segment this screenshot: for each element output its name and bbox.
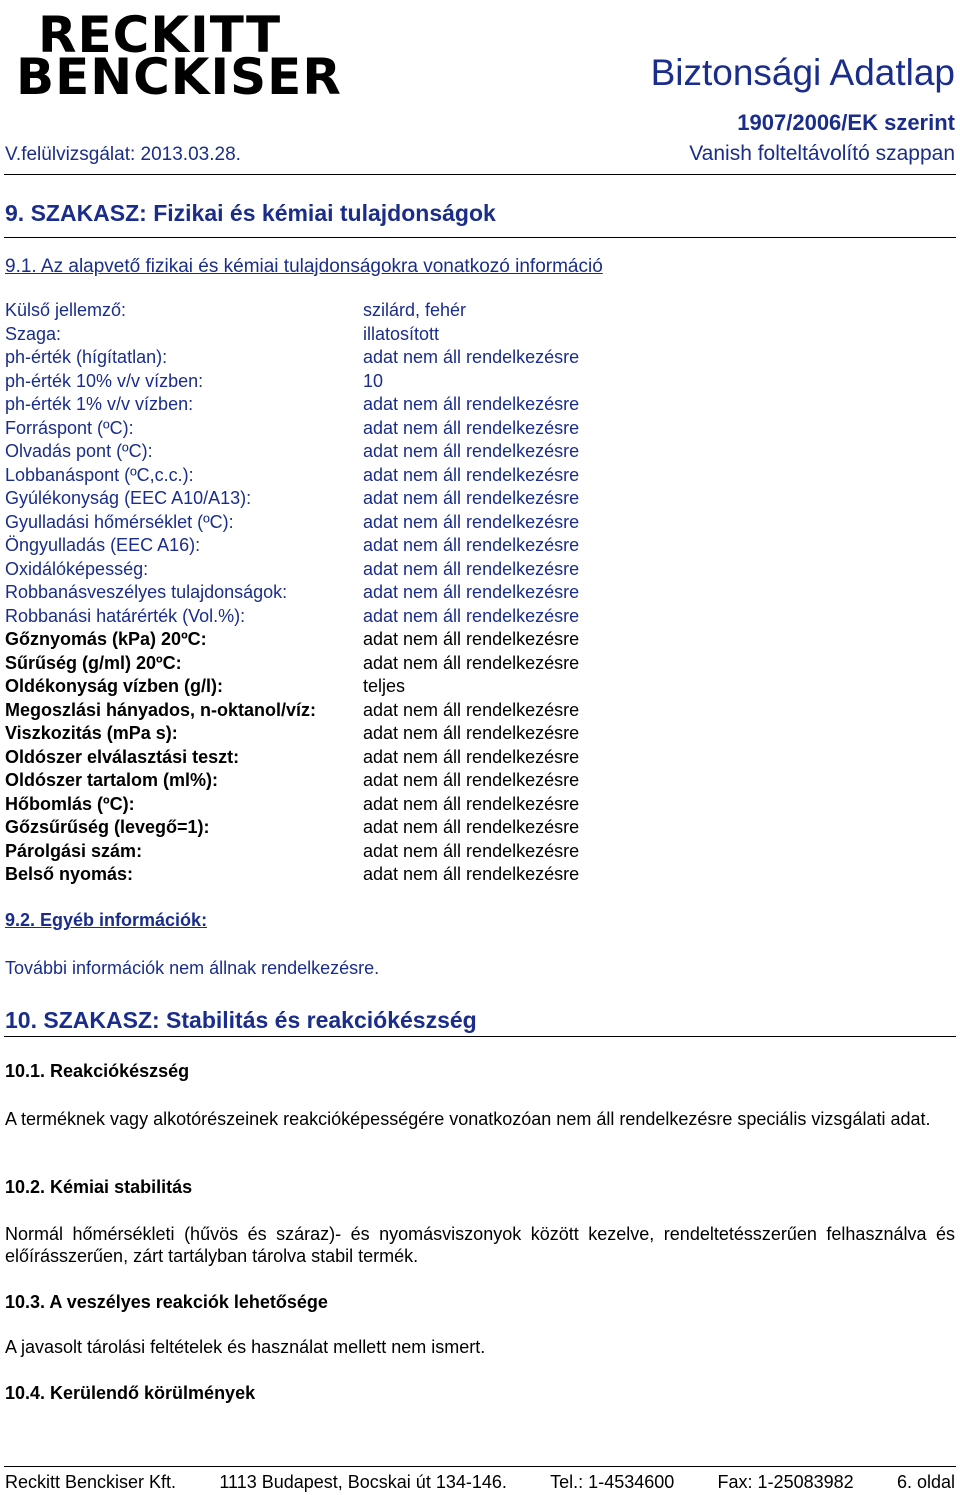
section-9-2-title: 9.2. Egyéb információk: [5, 910, 208, 930]
property-row [5, 864, 625, 888]
property-value: adat nem áll rendelkezésre [363, 699, 580, 720]
property-value: teljes [363, 676, 406, 696]
section-10-3-text: A javasolt tárolási feltételek és használat mellett nem ismert. [5, 1337, 486, 1357]
property-row [5, 629, 625, 653]
property-row [5, 465, 625, 489]
property-label: Gyulladási hőmérséklet (ºC): [5, 511, 234, 532]
property-row [5, 347, 625, 371]
property-row [5, 606, 625, 630]
property-label: ph-érték 1% v/v vízben: [5, 394, 194, 414]
property-label: Sűrűség (g/ml) 20ºC: [5, 652, 182, 673]
property-row [5, 418, 625, 442]
property-label: Gőznyomás (kPa) 20ºC: [5, 629, 207, 649]
footer-divider [4, 1466, 956, 1467]
footer-company: Reckitt Benckiser Kft. [5, 1472, 177, 1492]
property-value: adat nem áll rendelkezésre [363, 511, 580, 532]
property-row [5, 582, 625, 606]
section-10-3-title: 10.3. A veszélyes reakciók lehetősége [5, 1292, 328, 1312]
property-row [5, 794, 625, 818]
property-row [5, 394, 625, 418]
property-value: adat nem áll rendelkezésre [363, 770, 580, 790]
logo-reckitt: RECKITT [38, 6, 282, 64]
property-row [5, 770, 625, 794]
property-label: Robbanásveszélyes tulajdonságok: [5, 582, 288, 602]
property-value: adat nem áll rendelkezésre [363, 347, 580, 367]
property-label: Oldékonyság vízben (g/l): [5, 676, 224, 696]
section-10-2-text: Normál hőmérsékleti (hűvös és száraz)- és nyomásviszonyok között kezelve, rendeltetésszerűen felhasználva és előírásszerűen, zárt tartályban tárolva stabil termék. [5, 1224, 955, 1266]
property-value: adat nem áll rendelkezésre [363, 629, 580, 649]
property-row [5, 817, 625, 841]
property-row [5, 723, 625, 747]
property-row [5, 676, 625, 700]
section-10-1-text: A terméknek vagy alkotórészeinek reakcióképességére vonatkozóan nem áll rendelkezésre speciális vizsgálati adat. [5, 1109, 931, 1129]
property-value: adat nem áll rendelkezésre [363, 464, 580, 485]
product-name: Vanish folteltávolító szappan [689, 142, 955, 165]
section-9-2-text: További információk nem állnak rendelkezésre. [5, 958, 380, 978]
property-value: adat nem áll rendelkezésre [363, 864, 580, 884]
footer [5, 1472, 955, 1493]
property-value: adat nem áll rendelkezésre [363, 582, 580, 602]
property-row [5, 371, 625, 395]
footer-fax: Fax: 1-25083982 [717, 1472, 854, 1492]
property-label: Öngyulladás (EEC A16): [5, 535, 201, 555]
property-row [5, 324, 625, 348]
section-10-1-title: 10.1. Reakciókészség [5, 1061, 190, 1081]
property-value: adat nem áll rendelkezésre [363, 605, 580, 626]
section-9-title: 9. SZAKASZ: Fizikai és kémiai tulajdonságok [5, 200, 496, 226]
properties-table [5, 300, 625, 888]
property-value: adat nem áll rendelkezésre [363, 652, 580, 673]
section-10-title: 10. SZAKASZ: Stabilitás és reakciókészség [5, 1007, 477, 1033]
property-row [5, 488, 625, 512]
property-row [5, 300, 625, 324]
property-value: szilárd, fehér [363, 300, 467, 320]
section-10-4-title: 10.4. Kerülendő körülmények [5, 1383, 256, 1403]
property-row [5, 700, 625, 724]
property-label: Olvadás pont (ºC): [5, 441, 153, 461]
property-label: Oldószer elválasztási teszt: [5, 746, 240, 767]
section-10-2-title: 10.2. Kémiai stabilitás [5, 1177, 193, 1197]
property-value: adat nem áll rendelkezésre [363, 746, 580, 767]
property-label: Oxidálóképesség: [5, 558, 149, 579]
property-label: Robbanási határérték (Vol.%): [5, 605, 246, 626]
property-row [5, 747, 625, 771]
property-row [5, 512, 625, 536]
property-label: ph-érték (hígítatlan): [5, 347, 168, 367]
property-label: ph-érték 10% v/v vízben: [5, 370, 204, 391]
property-value: adat nem áll rendelkezésre [363, 840, 580, 861]
property-value: adat nem áll rendelkezésre [363, 417, 580, 438]
property-value: adat nem áll rendelkezésre [363, 394, 580, 414]
property-row [5, 559, 625, 583]
property-label: Megoszlási hányados, n-oktanol/víz: [5, 699, 317, 720]
footer-page-number: 6. oldal [896, 1472, 955, 1492]
footer-address: 1113 Budapest, Bocskai út 134-146. [219, 1472, 507, 1492]
property-row [5, 653, 625, 677]
property-value: adat nem áll rendelkezésre [363, 488, 580, 508]
property-label: Gőzsűrűség (levegő=1): [5, 817, 210, 837]
property-label: Gyúlékonyság (EEC A10/A13): [5, 488, 252, 508]
header-divider [4, 174, 956, 175]
property-value: illatosított [363, 323, 440, 344]
logo-benckiser: BENCKISER [16, 48, 342, 106]
section-9-1-title: 9.1. Az alapvető fizikai és kémiai tulajdonságokra vonatkozó információ [5, 256, 603, 277]
property-label: Belső nyomás: [5, 864, 134, 884]
property-label: Forráspont (ºC): [5, 417, 134, 438]
property-value: adat nem áll rendelkezésre [363, 441, 580, 461]
property-value: adat nem áll rendelkezésre [363, 535, 580, 555]
document-title: Biztonsági Adatlap [650, 52, 955, 93]
property-row [5, 441, 625, 465]
property-label: Külső jellemző: [5, 300, 127, 320]
property-label: Viszkozitás (mPa s): [5, 723, 178, 743]
property-label: Hőbomlás (ºC): [5, 793, 135, 814]
property-row [5, 841, 625, 865]
property-value: 10 [363, 370, 384, 391]
property-label: Párolgási szám: [5, 840, 143, 861]
property-value: adat nem áll rendelkezésre [363, 793, 580, 814]
property-label: Lobbanáspont (ºC,c.c.): [5, 464, 194, 485]
revision-date: V.felülvizsgálat: 2013.03.28. [5, 144, 241, 165]
property-row [5, 535, 625, 559]
footer-tel: Tel.: 1-4534600 [550, 1472, 675, 1492]
property-label: Oldószer tartalom (ml%): [5, 770, 219, 790]
property-value: adat nem áll rendelkezésre [363, 723, 580, 743]
section-9-divider [4, 237, 956, 238]
property-label: Szaga: [5, 323, 62, 344]
regulation-reference: 1907/2006/EK szerint [737, 110, 955, 135]
property-value: adat nem áll rendelkezésre [363, 558, 580, 579]
property-value: adat nem áll rendelkezésre [363, 817, 580, 837]
section-10-divider [4, 1036, 956, 1037]
